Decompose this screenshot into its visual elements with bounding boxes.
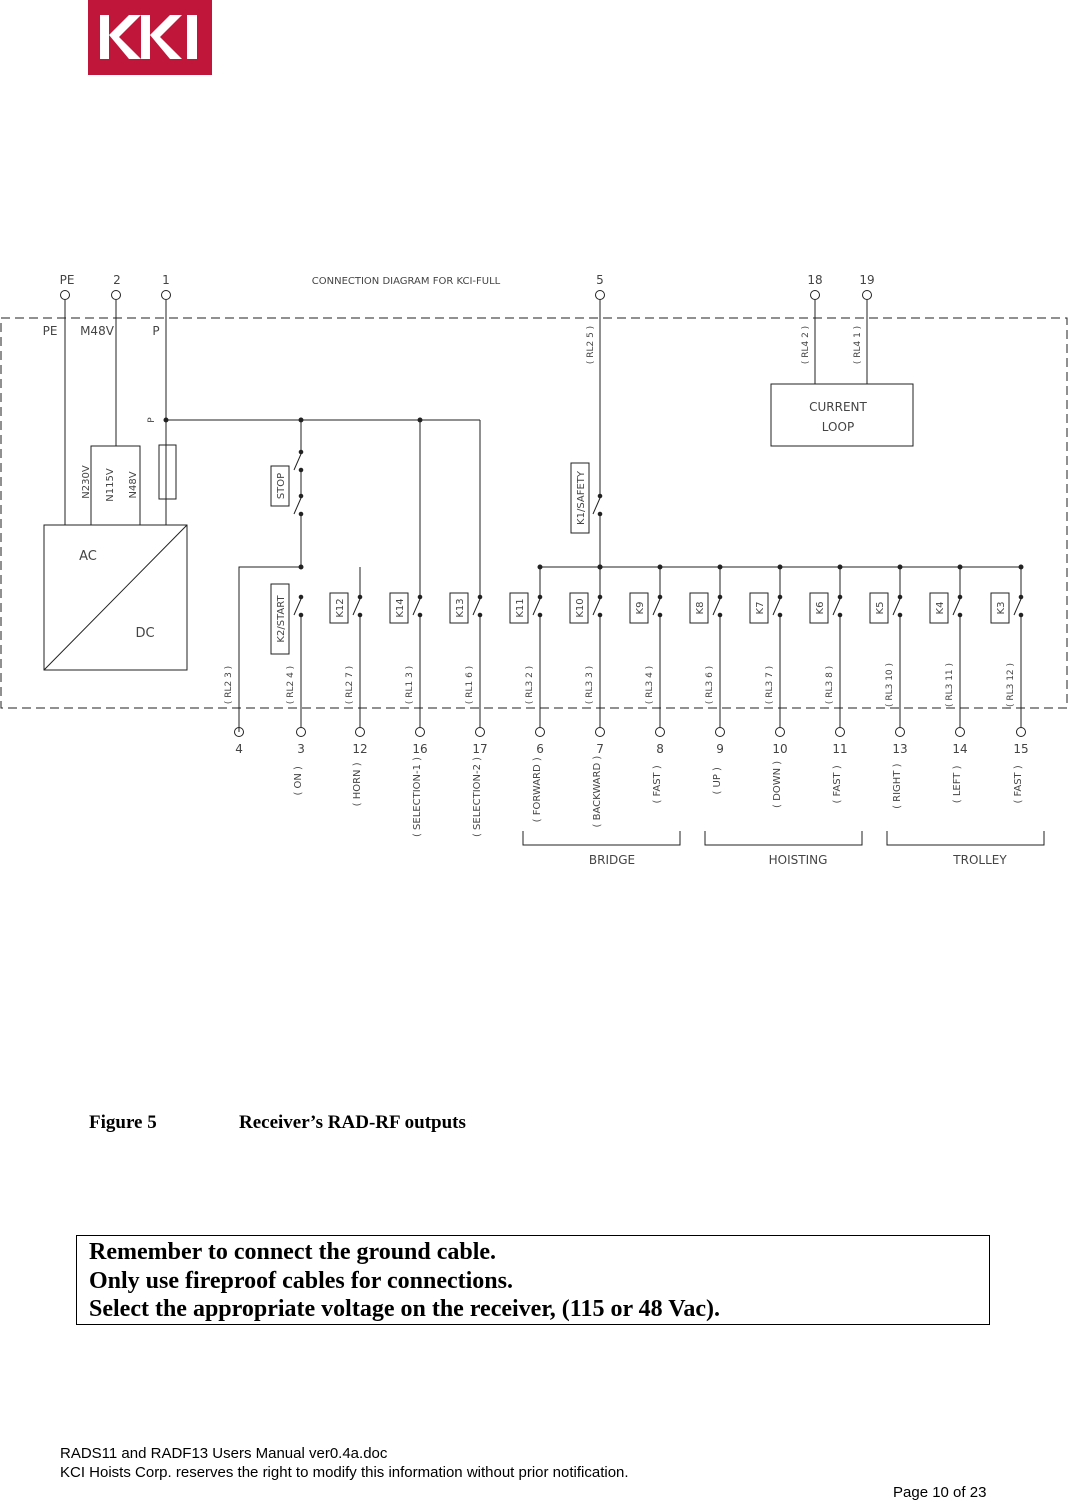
relay-switch [353, 599, 360, 615]
relay-switch [653, 599, 660, 615]
switch-contact [538, 595, 542, 599]
terminal-number: 15 [1013, 742, 1029, 756]
terminal-label-19: 19 [859, 273, 875, 287]
relay-label: K4 [935, 601, 946, 615]
function-label: ( RIGHT ) [892, 763, 903, 809]
relay-switch [1014, 599, 1021, 615]
relay-label: K14 [395, 598, 406, 618]
terminal-number: 14 [952, 742, 968, 756]
rl-label: ( RL3 7 ) [765, 665, 775, 705]
terminal-18 [811, 291, 820, 300]
rl-label: ( RL3 4 ) [645, 665, 655, 705]
safety-switch [593, 498, 600, 514]
switch-contact [598, 595, 602, 599]
output-terminal [416, 728, 425, 737]
rl-label: ( RL2 4 ) [286, 665, 296, 705]
function-label: ( LEFT ) [952, 765, 963, 804]
switch-contact [1019, 595, 1023, 599]
switch-contact [418, 595, 422, 599]
terminal-2 [112, 291, 121, 300]
footer-page-number: Page 10 of 23 [893, 1484, 987, 1501]
function-label: ( DOWN ) [772, 760, 783, 808]
terminal-label-pe: PE [59, 273, 75, 287]
converter-dc-label: DC [135, 626, 155, 641]
stop-switch-2 [294, 498, 301, 514]
relay-switch [413, 599, 420, 615]
bridge-bracket [523, 831, 680, 845]
function-label: ( HORN ) [352, 762, 363, 807]
relay-switch [294, 599, 301, 615]
terminal-number: 17 [472, 742, 488, 756]
relay-switch [533, 599, 540, 615]
relay-label: K9 [635, 601, 646, 615]
current-loop-label-1: CURRENT [809, 400, 867, 414]
hoisting-bracket [705, 831, 862, 845]
diagram-title: CONNECTION DIAGRAM FOR KCI-FULL [311, 276, 501, 287]
function-label: ( FAST ) [832, 765, 843, 804]
rl-label-18: ( RL4 2 ) [801, 325, 811, 365]
switch-contact [358, 595, 362, 599]
tap-label-230: N230V [81, 465, 92, 499]
switch-contact [898, 595, 902, 599]
output-terminal [297, 728, 306, 737]
switch-contact [478, 595, 482, 599]
output-terminal [1017, 728, 1026, 737]
output-terminal [536, 728, 545, 737]
relay-label: K3 [996, 601, 1007, 615]
relay-label: K13 [455, 598, 466, 618]
switch-contact [958, 595, 962, 599]
trolley-bracket [887, 831, 1044, 845]
relay-label: K12 [335, 598, 346, 618]
output-terminal [656, 728, 665, 737]
function-label: ( UP ) [712, 767, 723, 795]
rl-label: ( RL3 11 ) [945, 662, 955, 708]
terminal-label-18: 18 [807, 273, 823, 287]
rl-label-19: ( RL4 1 ) [853, 325, 863, 365]
relay-switch [893, 599, 900, 615]
notice-line-2: Only use fireproof cables for connections. [89, 1267, 513, 1294]
footer-doc-name: RADS11 and RADF13 Users Manual ver0.4a.doc [60, 1445, 388, 1462]
relay-label: K2/START [276, 595, 287, 643]
relay-switch [713, 599, 720, 615]
supply-label-pe: PE [42, 324, 58, 338]
output-terminal [476, 728, 485, 737]
output-terminal [956, 728, 965, 737]
relay-switch [593, 599, 600, 615]
switch-contact [838, 595, 842, 599]
output-terminal [776, 728, 785, 737]
rl-label: ( RL2 7 ) [345, 665, 355, 705]
function-label: ( SELECTION-2 ) [472, 756, 483, 838]
function-label: ( SELECTION-1 ) [412, 756, 423, 838]
terminal-number: 3 [297, 742, 305, 756]
function-label: ( FORWARD ) [532, 757, 543, 823]
rl-label: ( RL3 6 ) [705, 665, 715, 705]
terminal-19 [863, 291, 872, 300]
terminal-number: 4 [235, 742, 243, 756]
switch-contact [299, 595, 303, 599]
safety-notice-box [76, 1235, 990, 1325]
function-label: ( BACKWARD ) [592, 755, 603, 828]
switch-contact [718, 595, 722, 599]
output-channels [224, 565, 1029, 837]
output-terminal [896, 728, 905, 737]
converter-ac-label: AC [79, 549, 97, 564]
supply-label-p: P [152, 324, 160, 338]
rl-label: ( RL1 6 ) [465, 665, 475, 705]
rl-label: ( RL1 3 ) [405, 665, 415, 705]
rl-label: ( RL3 8 ) [825, 665, 835, 705]
terminal-number: 6 [536, 742, 544, 756]
rl-label: ( RL2 3 ) [224, 665, 234, 705]
footer-notice: KCI Hoists Corp. reserves the right to modify this information without prior notification. [60, 1464, 629, 1481]
terminal-1 [162, 291, 171, 300]
relay-switch [953, 599, 960, 615]
output-terminal [716, 728, 725, 737]
relay-switch [473, 599, 480, 615]
safety-rl-label: ( RL2 5 ) [586, 325, 596, 365]
relay-switch [833, 599, 840, 615]
function-label: ( ON ) [293, 766, 304, 796]
rl-label: ( RL3 3 ) [585, 665, 595, 705]
switch-contact [658, 595, 662, 599]
rl-label: ( RL3 2 ) [525, 665, 535, 705]
terminal-number: 7 [596, 742, 604, 756]
terminal-label-2: 2 [113, 273, 121, 287]
terminal-number: 16 [412, 742, 428, 756]
safety-relay-label: K1/SAFETY [576, 471, 587, 525]
terminal-number: 13 [892, 742, 908, 756]
terminal-pe [61, 291, 70, 300]
tap-label-115: N115V [105, 468, 116, 502]
notice-line-3: Select the appropriate voltage on the receiver, (115 or 48 Vac). [89, 1296, 721, 1322]
output-terminal [596, 728, 605, 737]
terminal-label-1: 1 [162, 273, 170, 287]
relay-label: K5 [875, 601, 886, 615]
terminal-5 [596, 291, 605, 300]
relay-label: K10 [575, 598, 586, 618]
terminal-number: 8 [656, 742, 664, 756]
relay-label: K11 [515, 598, 526, 618]
switch-contact [778, 595, 782, 599]
stop-label: STOP [276, 472, 287, 500]
function-label: ( FAST ) [1013, 765, 1024, 804]
current-loop-label-2: LOOP [821, 420, 855, 434]
output-terminal [836, 728, 845, 737]
group-label-hoisting: HOISTING [768, 853, 828, 867]
group-label-trolley: TROLLEY [953, 853, 1007, 867]
relay-switch [773, 599, 780, 615]
tap-label-48: N48V [128, 471, 139, 499]
current-loop-box [771, 384, 913, 446]
terminal-number: 10 [772, 742, 788, 756]
rl-label: ( RL3 10 ) [885, 662, 895, 708]
figure-title: Receiver’s RAD-RF outputs [239, 1112, 466, 1133]
group-label-bridge: BRIDGE [588, 853, 636, 867]
relay-label: K6 [815, 601, 826, 615]
relay-label: K7 [755, 601, 766, 615]
terminal-number: 12 [352, 742, 368, 756]
output-terminal [356, 728, 365, 737]
figure-number: Figure 5 [89, 1112, 157, 1133]
relay-label: K8 [695, 601, 706, 615]
output-bus-left [239, 567, 301, 732]
terminal-label-5: 5 [596, 273, 604, 287]
receiver-enclosure [1, 318, 1067, 708]
stop-switch-1 [294, 454, 301, 470]
fuse [159, 445, 176, 499]
notice-line-1: Remember to connect the ground cable. [89, 1239, 497, 1265]
function-label: ( FAST ) [652, 765, 663, 804]
rl-label: ( RL3 12 ) [1006, 662, 1016, 708]
terminal-number: 9 [716, 742, 724, 756]
p-node-label: P [147, 417, 157, 423]
terminal-number: 11 [832, 742, 848, 756]
supply-label-m48v: M48V [80, 324, 114, 338]
